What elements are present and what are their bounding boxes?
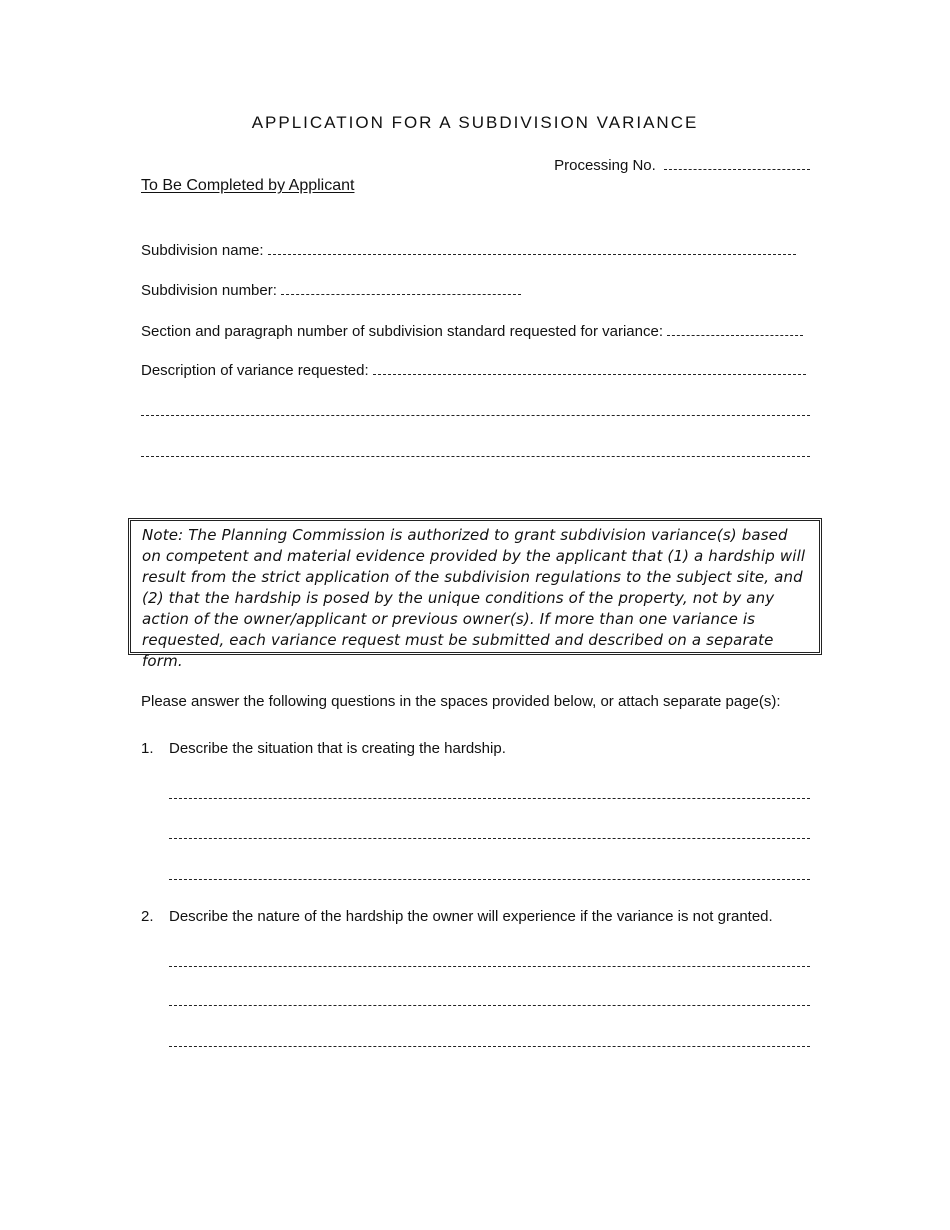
variance-description-line-3[interactable] — [141, 456, 810, 457]
variance-description-row — [141, 357, 806, 379]
question-1 — [141, 740, 506, 757]
question-2 — [141, 908, 773, 925]
subdivision-number-row — [141, 277, 521, 299]
planning-commission-note: Note: The Planning Commission is authorized to grant subdivision variance(s) based on competent and material evidence provided by the applicant that (1) a hardship will result from the strict application of the subdivision regulations to the subject site, and (2) that the hardship is posed by the unique conditions of the property, not by any action of the owner/applicant or previous owner(s). If more than one variance is requested, each variance request must be submitted and described on a separate form. — [128, 518, 822, 655]
subdivision-number-label: Subdivision number: — [141, 282, 277, 299]
subdivision-name-label: Subdivision name: — [141, 242, 264, 259]
question-2-answer-line-2[interactable] — [169, 1005, 810, 1006]
form-title: APPLICATION FOR A SUBDIVISION VARIANCE — [251, 113, 699, 132]
question-2-text: Describe the nature of the hardship the owner will experience if the variance is not granted. — [169, 908, 773, 925]
question-1-answer-line-2[interactable] — [169, 838, 810, 839]
variance-description-line-2[interactable] — [141, 415, 810, 416]
processing-number-field — [554, 157, 810, 174]
section-paragraph-label: Section and paragraph number of subdivision standard requested for variance: — [141, 323, 663, 340]
variance-description-blank[interactable] — [373, 373, 806, 375]
question-1-number: 1. — [141, 740, 154, 757]
question-1-answer-line-1[interactable] — [169, 798, 810, 799]
question-2-answer-line-1[interactable] — [169, 966, 810, 967]
section-paragraph-row — [141, 318, 803, 340]
applicant-section-heading: To Be Completed by Applicant — [141, 177, 355, 194]
question-1-text: Describe the situation that is creating the hardship. — [169, 740, 506, 757]
processing-number-blank[interactable] — [664, 169, 810, 170]
section-paragraph-blank[interactable] — [667, 334, 803, 336]
variance-description-label: Description of variance requested: — [141, 362, 369, 379]
question-2-answer-line-3[interactable] — [169, 1046, 810, 1047]
subdivision-name-blank[interactable] — [268, 253, 796, 255]
processing-number-label: Processing No. — [554, 157, 656, 174]
subdivision-name-row — [141, 237, 796, 259]
question-1-answer-line-3[interactable] — [169, 879, 810, 880]
question-2-number: 2. — [141, 908, 154, 925]
instructions-text: Please answer the following questions in the spaces provided below, or attach separate page(s): — [141, 693, 781, 710]
subdivision-number-blank[interactable] — [281, 293, 521, 295]
